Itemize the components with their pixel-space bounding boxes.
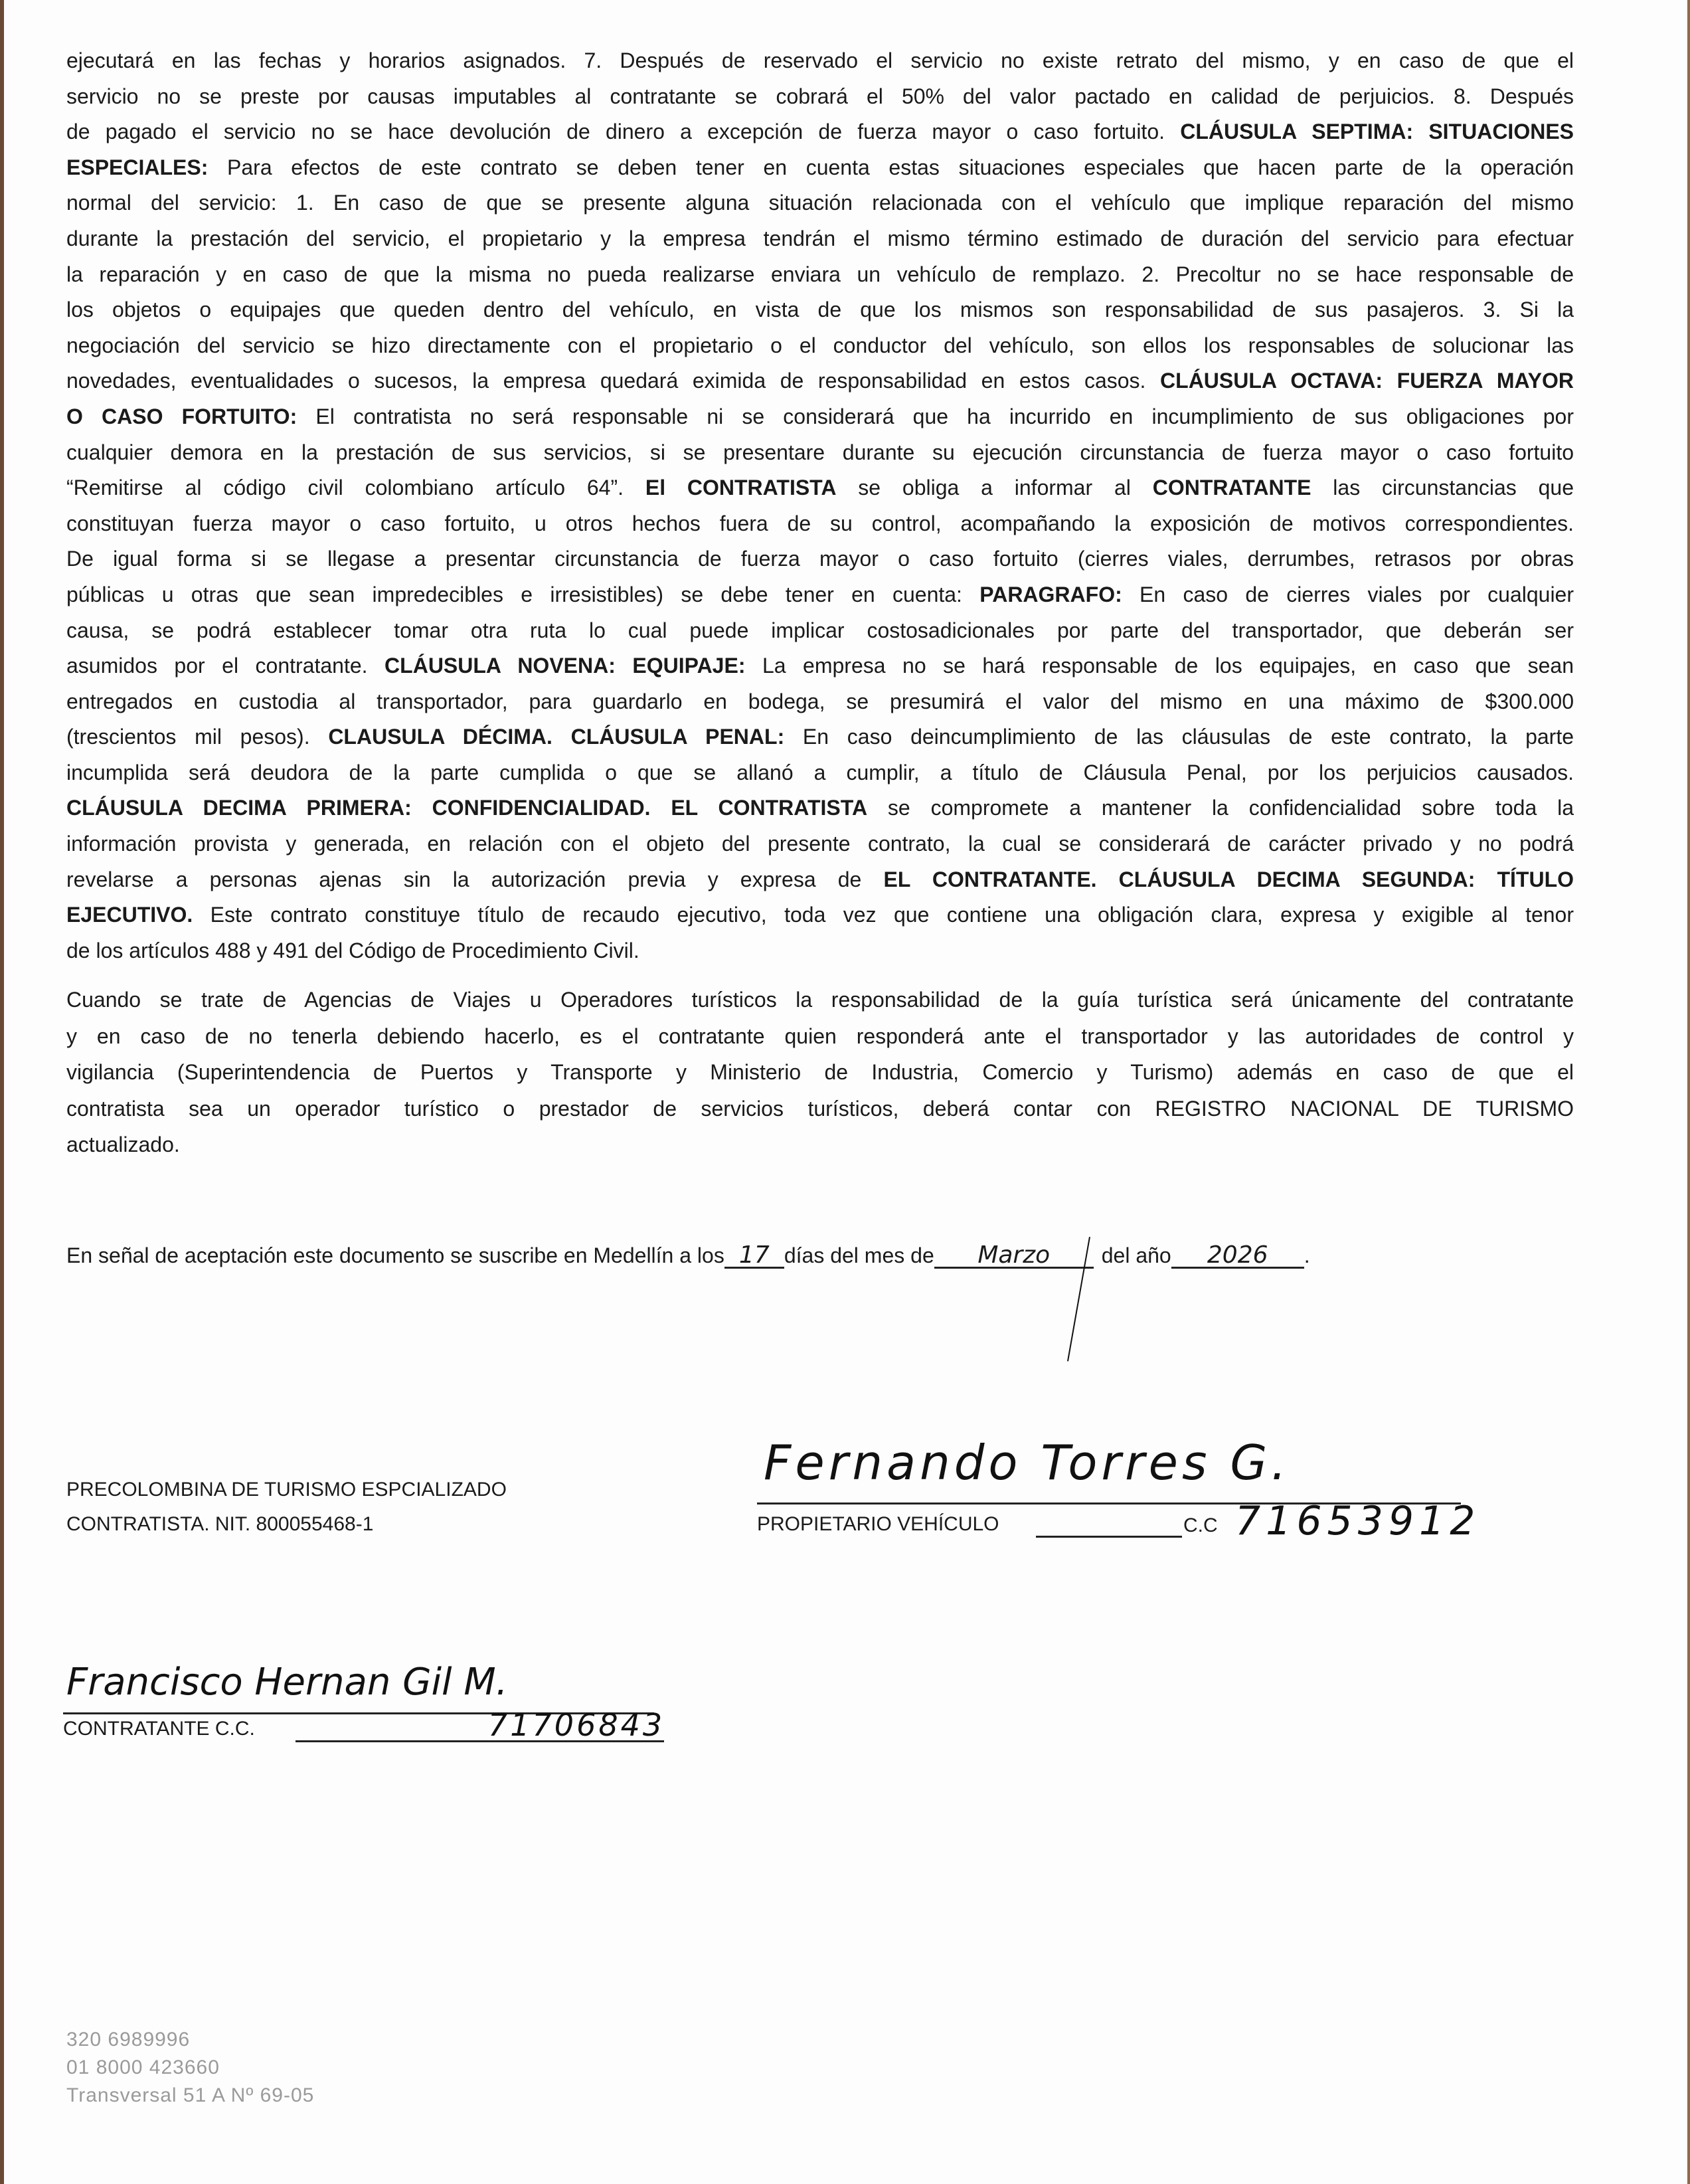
text-line (66, 613, 1574, 649)
text-segment: públicas u otras que sean impredecibles e irresistibles) se debe tener en cuenta: (66, 582, 980, 606)
text-segment: de pagado el servicio no se hace devolución de dinero a excepción de fuerza mayor o caso fortuito. (66, 120, 1181, 144)
text-segment: información provista y generada, en relación con el objeto del presente contrato, la cual se considerará de carácter privado y no podrá (66, 832, 1574, 856)
bold-text-segment: EJECUTIVO. (66, 903, 193, 927)
agencies-paragraph (66, 982, 1574, 1163)
text-segment: incumplida será deudora de la parte cumplida o que se allanó a cumplir, a título de Cláusula Penal, por los perjuicios causados. (66, 760, 1574, 784)
contracting-party-cc-number: 71706843 (488, 1707, 665, 1743)
text-line (66, 328, 1574, 364)
text-line (66, 684, 1574, 720)
contractor-nit: CONTRATISTA. NIT. 800055468-1 (66, 1513, 374, 1535)
text-line (66, 470, 1574, 506)
bold-text-segment: CONTRATANTE (1152, 476, 1311, 500)
text-segment: cualquier demora en la prestación de sus servicios, si se presentare durante su ejecución circunstancia de fuerza mayor o caso fortuito (66, 440, 1574, 464)
text-line (66, 577, 1574, 613)
bold-text-segment: EL CONTRATANTE. CLÁUSULA DECIMA SEGUNDA: TÍTULO (883, 867, 1574, 891)
owner-signature: Fernando Torres G. (764, 1435, 1291, 1491)
owner-label: PROPIETARIO VEHÍCULO (757, 1513, 999, 1535)
text-line (66, 185, 1574, 221)
text-segment: los objetos o equipajes que queden dentro del vehículo, en vista de que los mismos son responsabilidad de sus pasajeros. 3. Si la (66, 298, 1574, 322)
text-line (66, 1091, 1574, 1127)
text-line (66, 221, 1574, 257)
text-segment: Este contrato constituye título de recaudo ejecutivo, toda vez que contiene una obligación clara, expresa y exigible al tenor (193, 903, 1574, 927)
bold-text-segment: PARAGRAFO: (979, 582, 1122, 606)
text-line (66, 506, 1574, 542)
text-segment: se obliga a informar al (836, 476, 1153, 500)
text-segment: vigilancia (Superintendencia de Puertos y Transporte y Ministerio de Industria, Comercio y Turismo) además en caso de que el (66, 1060, 1574, 1084)
text-line (66, 755, 1574, 791)
text-segment: revelarse a personas ajenas sin la autorización previa y expresa de (66, 867, 884, 891)
text-line (66, 363, 1574, 399)
text-segment: contratista sea un operador turístico o prestador de servicios turísticos, deberá contar con REGISTRO NACIONAL DE TURISMO (66, 1096, 1574, 1121)
text-line (66, 897, 1574, 933)
text-segment: actualizado. (66, 1133, 180, 1156)
bold-text-segment: ESPECIALES: (66, 155, 209, 179)
footer-address: Transversal 51 A Nº 69-05 (66, 2084, 315, 2106)
contracting-party-signature: Francisco Hernan Gil M. (66, 1661, 508, 1704)
contracting-party-label: CONTRATANTE C.C. (63, 1718, 255, 1740)
bold-text-segment: CLAUSULA DÉCIMA. CLÁUSULA PENAL: (328, 725, 785, 749)
text-segment: entregados en custodia al transportador, para guardarlo en bodega, se presumirá el valor del mismo en una máximo de $300.000 (66, 689, 1574, 713)
text-segment: durante la prestación del servicio, el propietario y la empresa tendrán el mismo término estimado de duración del servicio para efectuar (66, 226, 1574, 250)
text-segment: normal del servicio: 1. En caso de que se presente alguna situación relacionada con el vehículo que implique reparación del mismo (66, 191, 1574, 215)
text-line (66, 933, 1574, 969)
footer-phone-1: 320 6989996 (66, 2029, 191, 2050)
text-segment: (trescientos mil pesos). (66, 725, 329, 749)
text-line (66, 790, 1574, 826)
text-line (66, 114, 1574, 150)
text-segment: causa, se podrá establecer tomar otra ruta lo cual puede implicar costosadicionales por parte del transportador, que deberán ser (66, 618, 1574, 642)
text-line (66, 399, 1574, 435)
text-segment: novedades, eventualidades o sucesos, la empresa quedará eximida de responsabilidad en estos casos. (66, 369, 1161, 393)
text-line (66, 79, 1574, 115)
text-segment: El contratista no será responsable ni se considerará que ha incurrido en incumplimiento de sus obligaciones por (297, 404, 1574, 428)
acceptance-text-1: En señal de aceptación este documento se suscribe en Medellín a los (66, 1243, 724, 1267)
text-line (66, 150, 1574, 186)
text-line (66, 257, 1574, 293)
acceptance-line: En señal de aceptación este documento se suscribe en Medellín a los 17 días del mes de Marzo del año 2026 . (66, 1241, 1310, 1269)
text-line (66, 1018, 1574, 1055)
text-segment: la reparación y en caso de que la misma no pueda realizarse enviara un vehículo de remplazo. 2. Precoltur no se hace responsable de (66, 262, 1574, 286)
bold-text-segment: El CONTRATISTA (645, 476, 837, 500)
text-line (66, 541, 1574, 577)
text-segment: La empresa no se hará responsable de los equipajes, en caso que sean (745, 654, 1574, 678)
bold-text-segment: CLÁUSULA OCTAVA: FUERZA MAYOR (1160, 369, 1574, 393)
text-line (66, 1127, 1574, 1163)
text-line (66, 435, 1574, 471)
owner-cc-label: C.C (1183, 1514, 1218, 1536)
bold-text-segment: O CASO FORTUITO: (66, 404, 297, 428)
page-edge-right (1687, 0, 1690, 2184)
text-segment: Para efectos de este contrato se deben tener en cuenta estas situaciones especiales que hacen parte de la operación (208, 155, 1574, 179)
text-line (66, 719, 1574, 755)
text-line (66, 1054, 1574, 1091)
text-segment: negociación del servicio se hizo directamente con el propietario o el conductor del vehículo, son ellos los responsables de solucionar las (66, 333, 1574, 357)
text-segment: En caso deincumplimiento de las cláusulas de este contrato, la parte (784, 725, 1574, 749)
text-segment: Cuando se trate de Agencias de Viajes u Operadores turísticos la responsabilidad de la guía turística será únicamente del contratante (66, 988, 1574, 1012)
text-segment: se compromete a mantener la confidencialidad sobre toda la (867, 796, 1574, 820)
bold-text-segment: CLÁUSULA NOVENA: EQUIPAJE: (384, 654, 746, 678)
text-segment: En caso de cierres viales por cualquier (1122, 582, 1574, 606)
text-segment: de los artículos 488 y 491 del Código de Procedimiento Civil. (66, 938, 639, 962)
clauses-paragraph (66, 43, 1574, 968)
text-segment: “Remitirse al código civil colombiano artículo 64”. (66, 476, 645, 500)
text-segment: las circunstancias que (1311, 476, 1574, 500)
text-segment: De igual forma si se llegase a presentar circunstancia de fuerza mayor o caso fortuito (cierres viales, derrumbes, retrasos por obras (66, 547, 1574, 571)
page-edge-left (0, 0, 4, 2184)
text-line (66, 292, 1574, 328)
owner-cc-underline (1036, 1536, 1182, 1538)
contractor-name: PRECOLOMBINA DE TURISMO ESPCIALIZADO (66, 1479, 507, 1501)
bold-text-segment: CLÁUSULA DECIMA PRIMERA: CONFIDENCIALIDAD. EL CONTRATISTA (66, 796, 868, 820)
text-segment: asumidos por el contratante. (66, 654, 385, 678)
text-line (66, 862, 1574, 898)
footer-phone-2: 01 8000 423660 (66, 2056, 220, 2078)
text-segment: y en caso de no tenerla debiendo hacerlo, es el contratante quien responderá ante el transportador y las autoridades de control y (66, 1024, 1574, 1048)
text-line (66, 982, 1574, 1018)
text-segment: ejecutará en las fechas y horarios asignados. 7. Después de reservado el servicio no existe retrato del mismo, y en caso de que el (66, 48, 1574, 72)
text-line (66, 43, 1574, 79)
acceptance-text-2: días del mes de (784, 1243, 934, 1267)
month-field: Marzo (934, 1244, 1094, 1269)
text-segment: servicio no se preste por causas imputables al contratante se cobrará el 50% del valor pactado en calidad de perjuicios. 8. Después (66, 84, 1574, 108)
text-line (66, 648, 1574, 684)
owner-cc-number: 71653912 (1235, 1498, 1481, 1544)
year-field: 2026 (1171, 1244, 1304, 1269)
day-field: 17 (724, 1244, 784, 1269)
acceptance-text-3: del año (1101, 1243, 1171, 1267)
text-segment: constituyan fuerza mayor o caso fortuito, u otros hechos fuera de su control, acompañando la exposición de motivos correspondientes. (66, 511, 1574, 535)
text-line (66, 826, 1574, 862)
bold-text-segment: CLÁUSULA SEPTIMA: SITUACIONES (1180, 120, 1574, 144)
